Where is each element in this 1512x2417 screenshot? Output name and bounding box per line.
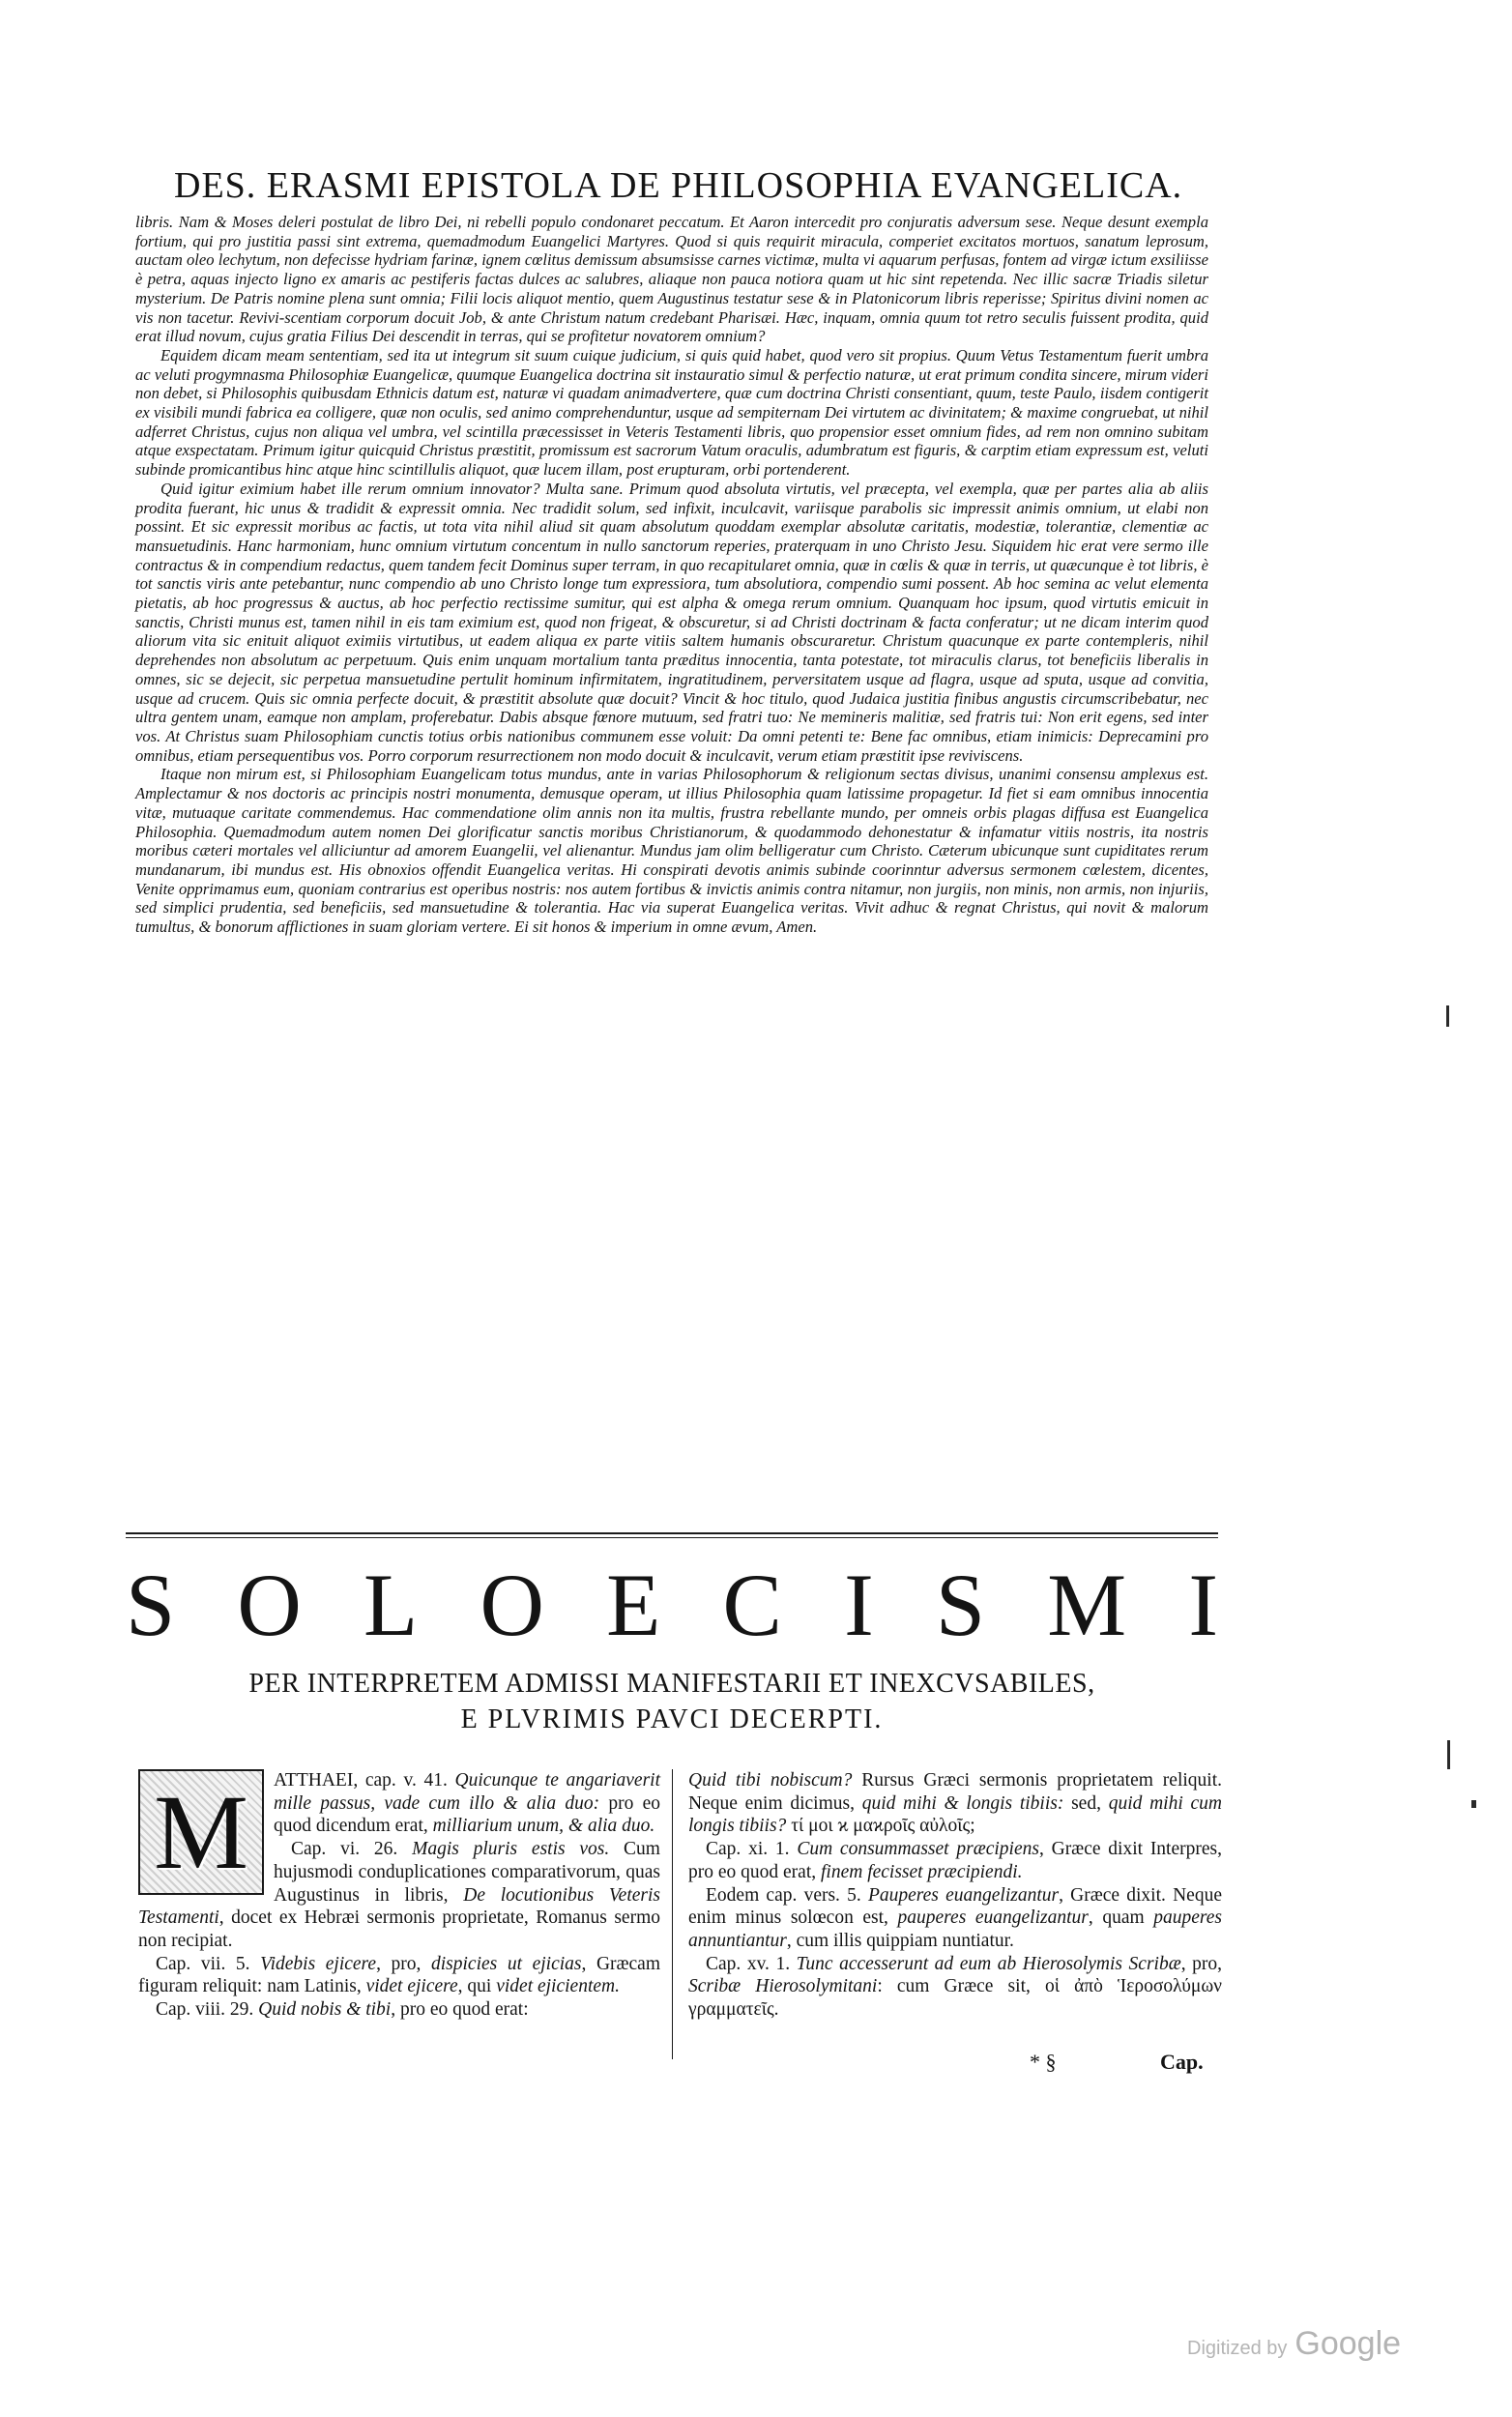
epistle-text	[135, 213, 1208, 937]
column-divider	[672, 1769, 673, 2059]
signature-mark: * §	[1030, 2050, 1057, 2074]
entry-cap-15: Cap. xv. 1. Tunc accesserunt ad eum ab Hierosolymis Scribæ, pro, Scribæ Hierosolymitani: cum Græce sit, οἱ ἀπὸ Ἱεροσολύμων γραμματεῖς.	[688, 1953, 1222, 2021]
entry-cap-11-v5: Eodem cap. vers. 5. Pauperes euangelizantur, Græce dixit. Neque enim minus solœcon est, pauperes euangelizantur, quam pauperes annuntiantur, cum illis quippiam nuntiatur.	[688, 1884, 1222, 1951]
entry-cap-11: Cap. xi. 1. Cum consummasset præcipiens, Græce dixit Interpres, pro eo quod erat, finem fecisset præcipiendi.	[688, 1839, 1222, 1882]
epistle-paragraph: libris. Nam & Moses deleri postulat de libro Dei, ni rebelli populo condonaret peccatum. Et Aaron intercedit pro conjuratis adversum sese. Neque desunt exempla fortium, qui pro justitia passi sint extrema, quemadmodum Euangelici Martyres. Quod si quis requirit miracula, comperiet excitatos mortuos, sanatum leprosum, auctam oleo lechytum, non defecisse hydriam farinæ, ignem cœlitus demissum absumsisse carnes victimæ, multa vi aquarum perfusas, fontem ad virgæ ictum exsiliisse è petra, aquas injecto ligno ex amaris ac pestiferis factas dulces ac salubres, aliaque non pauca notiora quam ut hic sint repetenda. Nec illic sacræ Triadis siletur mysterium. De Patris nomine plena sunt omnia; Filii locis aliquot mentio, quem Augustinus testatur sese & in Platonicorum libris reperisse; Spiritus divini nomen ac vis non tacetur. Revivi-scentiam corporum docuit Job, & ante Christum natum credebant Pharisæi. Hæc, inquam, omnia quum tot retro seculis fuissent prodita, quid erat illud novum, cujus gratia Filius Dei descendit in terras, qui se profitetur novatorem omnium?	[135, 213, 1208, 346]
running-head: DES. ERASMI EPISTOLA DE PHILOSOPHIA EVANGELICA.	[174, 165, 1183, 206]
margin-mark	[1447, 1740, 1450, 1769]
section-subtitle-2: E PLVRIMIS PAVCI DECERPTI.	[460, 1704, 884, 1734]
right-column	[688, 1769, 1222, 2022]
section-subtitle-1: PER INTERPRETEM ADMISSI MANIFESTARII ET INEXCVSABILES,	[248, 1669, 1095, 1699]
section-title	[126, 1557, 1218, 1653]
section-title-letter: I	[844, 1556, 874, 1654]
margin-mark	[1471, 1800, 1476, 1808]
section-title-letter: O	[237, 1556, 302, 1654]
entry-cap-8: Cap. viii. 29. Quid nobis & tibi, pro eo quod erat:	[156, 1999, 529, 2021]
section-title-letter: O	[480, 1556, 544, 1654]
margin-mark	[1446, 1005, 1449, 1027]
section-title-letter: S	[126, 1556, 176, 1654]
section-title-letter: L	[363, 1556, 419, 1654]
entry-matthew-5: M ATTHAEI, cap. v. 41. Quicunque te angariaverit mille passus, vade cum illo & alia duo: pro eo quod dicendum erat, milliarium unum, & alia duo.	[138, 1769, 660, 1838]
catchword: Cap.	[1160, 2050, 1204, 2074]
digitized-by-google-stamp	[1187, 2325, 1401, 2363]
epistle-paragraph: Quid igitur eximium habet ille rerum omnium innovator? Multa sane. Primum quod absoluta virtutis, vel præcepta, vel exempla, quæ per partes alia ab aliis prodita fuerant, hic unus & tradidit & expressit omnia. Nec tradidit solum, sed infixit, inculcavit, variisque parabolis sic impressit animis omnium, ut elabi non possint. Et sic expressit moribus ac factis, ut tota vita nihil aliud sit quam absolutum quoddam exemplar absolutæ caritatis, modestiæ, tolerantiæ, clementiæ ac mansuetudinis. Hanc harmoniam, hunc omnium virtutum concentum in nullo sanctorum reperies, praterquam in uno Christo Jesu. Siquidem hic erat vere sermo ille contractus & in compendium redactus, quem tandem fecit Dominus super terram, in quo recapitularet omnia, quæ in cœlis & quæ in terris, ut quæcunque è tot libris, è tot sanctis viris ante petebantur, nunc compendio ab uno Christo longe tum expressiora, tum absolutiora, compendio sumi possent. Ab hoc semina ac velut elementa pietatis, ab hoc progressus & auctus, ab hoc perfectio rectissime sumitur, qui est alpha & omega rerum omnium. Quanquam hoc ipsum, quod virtutis emicuit in sanctis, Christi munus est, tamen nihil in eis tam eximium est, quod non frigeat, & obscuretur, si ad Christi doctrinam & facta conferatur; ut ne dicam interim quod aliorum vita sic enituit aliquot eximiis virtutibus, ut eadem aliqua ex parte vitiis saltem humanis obscuraretur. Christum quacunque ex parte contempleris, nihil deprehendes non absolutum ac perpetuum. Quis enim unquam mortalium tanta præditus innocentia, tanta potestate, tot miraculis clarus, tot beneficiis liberalis in omnes, sic se dejecit, sic perpetua mansuetudine pertulit hominum infirmitatem, ingratitudinem, perversitatem usque ad flagra, usque ad sputa, usque ad convitia, usque ad crucem. Quis sic omnia perfecte docuit, & præstitit absolute quæ docuit? Vincit & hoc titulo, quod Judaica justitia finibus angustis circumscribebatur, nec ultra gentem unam, eamque non amplam, proferebatur. Dabis absque fœnore mutuum, sed fratri tuo: Ne memineris malitiæ, sed fratris tui: Non erit egens, sed inter vos. At Christus suam Philosophiam cunctis totius orbis nationibus communem esse voluit: Da omni petenti te: Bene fac omnibus, etiam inimicis: Deprecamini pro omnibus, etiam persequentibus vos. Porro corporum resurrectionem non modo docuit & inculcavit, verum etiam præstitit ipse reviviscens.	[135, 479, 1208, 765]
entry-continued: Quid tibi nobiscum? Rursus Græci sermonis proprietatem reliquit. Neque enim dicimus, quid mihi & longis tibiis: sed, quid mihi cum longis tibiis? τί μοι ϰ μαϰροῖς αὐλοῖς;	[688, 1770, 1223, 1837]
entry-cap-7: Cap. vii. 5. Videbis ejicere, pro, dispicies ut ejicias, Græcam figuram reliquit: nam Latinis, videt ejicere, qui videt ejicientem.	[138, 1953, 661, 1997]
section-title-letter: I	[1188, 1556, 1218, 1654]
decorated-initial: M	[138, 1769, 264, 1895]
section-rule	[126, 1532, 1218, 1534]
entry-cap-6: Cap. vi. 26. Magis pluris estis vos. Cum hujusmodi conduplicationes comparativorum, quas Augustinus in libris, De locutionibus Veteris Testamenti, docet ex Hebræi sermonis proprietate, Romanus sermo non recipiat.	[138, 1839, 660, 1951]
section-title-letter: M	[1047, 1556, 1127, 1654]
google-wordmark: Google	[1294, 2325, 1402, 2362]
section-rule-thin	[126, 1537, 1218, 1538]
left-column	[138, 1769, 660, 2022]
section-title-letter: C	[722, 1556, 782, 1654]
epistle-paragraph: Equidem dicam meam sententiam, sed ita ut integrum sit suum cuique judicium, si quis quid habet, quod vero sit propius. Quum Vetus Testamentum fuerit umbra ac veluti progymnasma Philosophiæ Euangelicæ, quumque Euangelica doctrina sit instauratio simul & perfectio naturæ, ut erat primum condita sincere, mirum videri non debet, si Philosophis quibusdam Ethnicis datum est, naturæ vi quadam animadvertere, quæ cum doctrina Christi consentiant, quum, teste Paulo, iisdem contigerit ex visibili mundi fabrica ea colligere, quæ non oculis, sed animo comprehenduntur, usque ad sempiternam Dei virtutem ac divinitatem; & maxime congruebat, ut nihil adferret Christus, cujus non aliqua vel umbra, vel scintilla præcessisset in Veteris Testamenti libris, quo propensior esset omnium fides, ad rem non omnino subitam atque exspectatam. Primum igitur quicquid Christus præstitit, promissum est sacrorum Vatum oraculis, adumbratum est figuris, & carptim etiam expressum est, veluti subinde promicantibus hinc atque hinc scintillulis aliquot, quæ lucem illam, post erupturam, orbi portenderent.	[135, 345, 1208, 480]
epistle-paragraph: Itaque non mirum est, si Philosophiam Euangelicam totus mundus, ante in varias Philosophorum & religionum sectas divisus, unanimi consensu amplexus est. Amplectamur & nos doctoris ac principis nostri monumenta, demusque operam, ut illius Philosophia quam latissime propagetur. Id fiet si eam omnibus innocentia vitæ, mutuaque caritate commendemus. Hac commendatione olim annis non ita multis, frustra rebellante mundo, per omneis orbis plagas diffusa est Euangelica Philosophia. Quemadmodum autem nomen Dei glorificatur sanctis moribus Christianorum, & quodammodo dehonestatur & infamatur vitiis nostris, ita nostris moribus cæteri mortales vel alliciuntur ad amorem Euangelii, vel alienantur. Mundus jam olim belligeratur cum Christo. Cæterum ubicunque sunt cupiditates rerum mundanarum, ibi mundus est. His obnoxios offendit Euangelica veritas. Hi conspirati devotis animis subinde coorinntur adversus sermonem cœlestem, dicentes, Venite opprimamus eum, quoniam contrarius est operibus nostris: nos autem fortibus & invictis animis contra nitamur, non jurgiis, non minis, non armis, non injuriis, sed simplici prudentia, sed beneficiis, sed mansuetudine & tolerantia. Hac via superat Euangelica veritas. Vivit adhuc & regnat Christus, qui novit & malorum tumultus, & bonorum afflictiones in suam gloriam vertere. Ei sit honos & imperium in omne ævum, Amen.	[135, 765, 1208, 937]
digitized-prefix: Digitized by	[1187, 2338, 1288, 2359]
section-title-letter: E	[606, 1556, 661, 1654]
section-title-letter: S	[935, 1556, 986, 1654]
